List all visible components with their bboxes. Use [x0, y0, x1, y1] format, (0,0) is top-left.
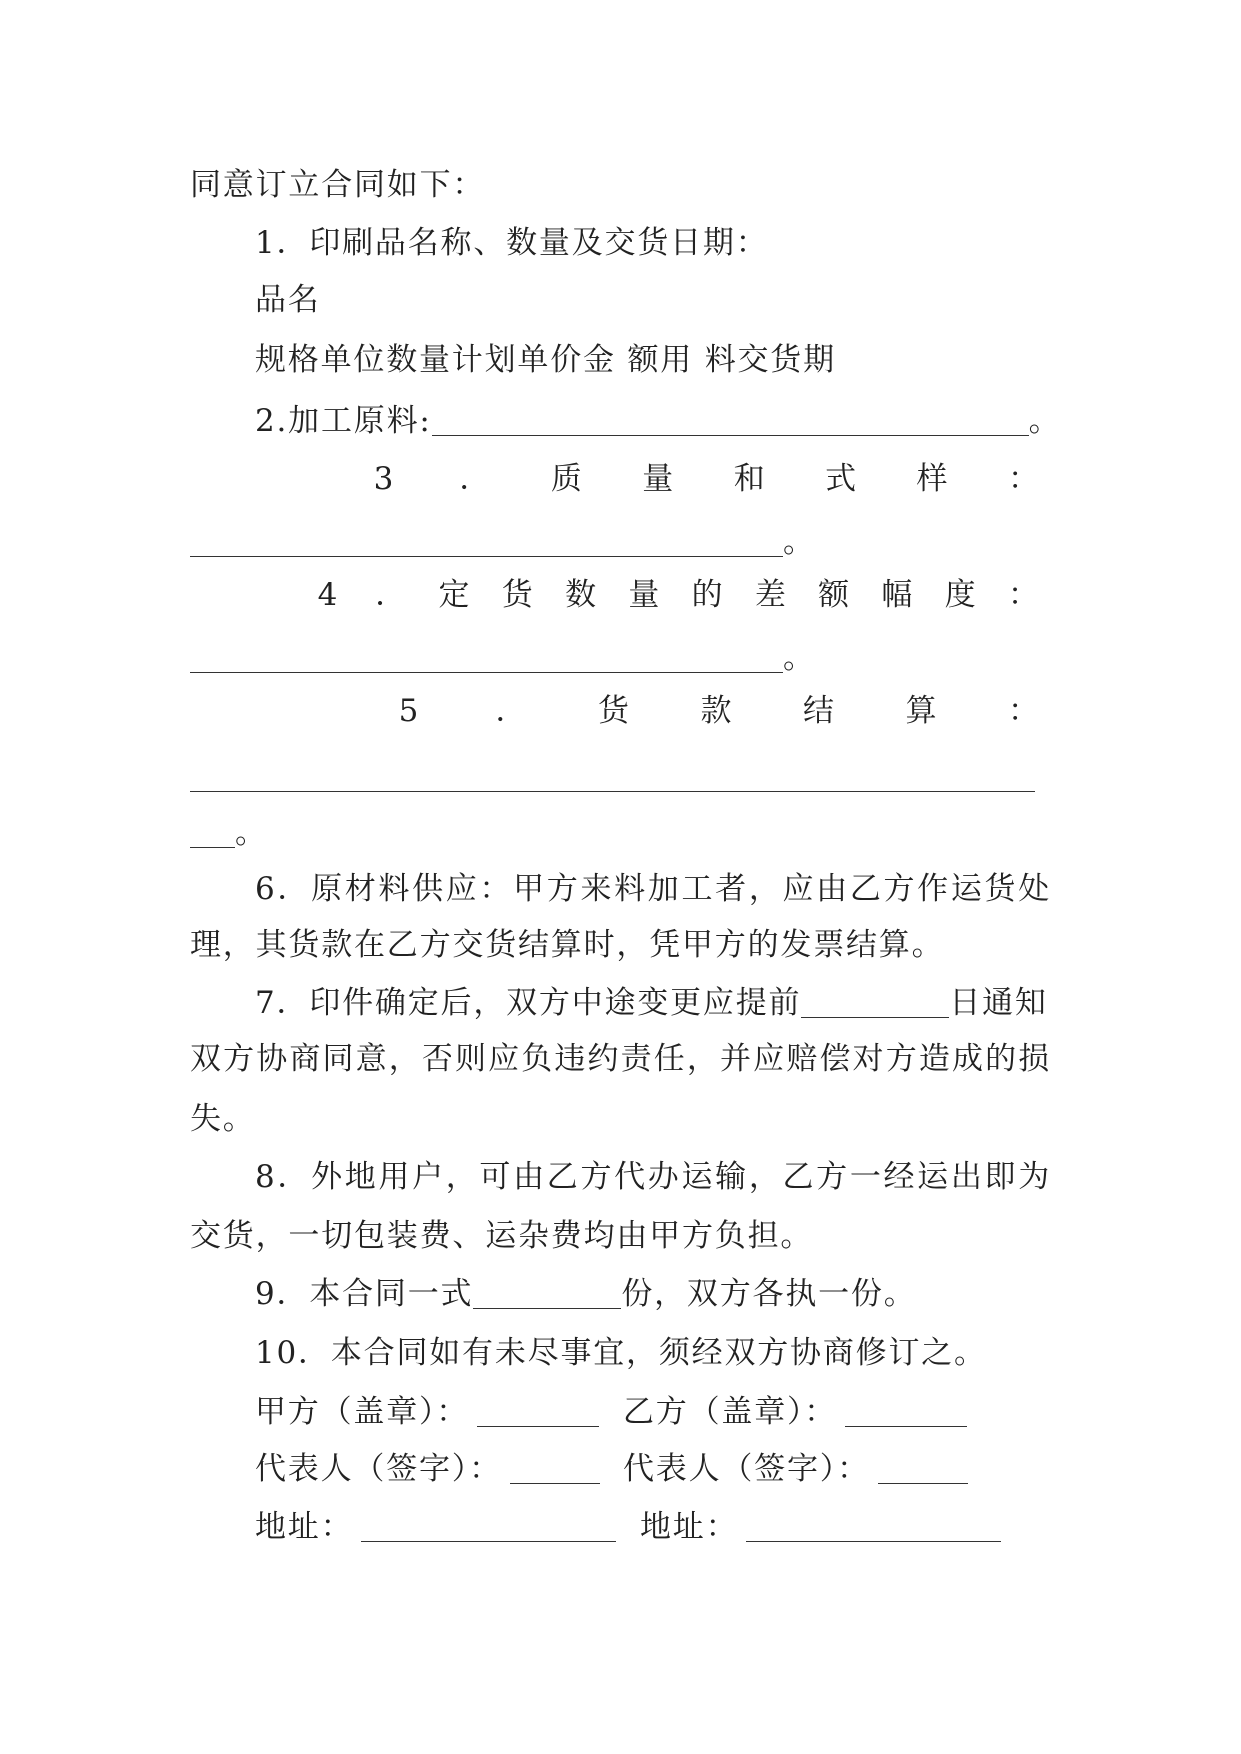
blank-field	[190, 528, 783, 557]
party-b-address	[640, 1507, 1001, 1547]
party-b-seal-label: 乙方（盖章）：	[623, 1394, 838, 1430]
clause-8-line-2: 交货，一切包装费、运杂费均由甲方负担。	[190, 1218, 814, 1254]
spaced-char: 度	[944, 577, 976, 613]
spaced-char: 定	[438, 577, 470, 613]
blank-field	[361, 1513, 616, 1542]
blank-field	[510, 1455, 600, 1484]
clause-5-label	[392, 691, 1040, 731]
spaced-char: 算	[905, 693, 937, 729]
spaced-char: 差	[754, 577, 786, 613]
spaced-char: 和	[733, 461, 765, 497]
period-mark: 。	[1028, 403, 1062, 439]
clause-7-line-3: 失。	[190, 1101, 256, 1137]
clause-3-fill-line	[190, 522, 816, 562]
spaced-char: 货	[501, 577, 533, 613]
contract-intro: 同意订立合同如下：	[190, 167, 486, 203]
product-table-header: 规格单位数量计划单价金 额用 料交货期	[255, 342, 836, 378]
product-name-label: 品名	[255, 282, 321, 318]
spaced-char: 式	[825, 461, 857, 497]
party-a-representative-label: 代表人（签字）：	[255, 1451, 502, 1487]
spaced-char: 幅	[881, 577, 913, 613]
party-a-representative	[255, 1449, 600, 1489]
clause-2	[255, 401, 1061, 441]
spaced-char: ：	[1008, 693, 1039, 729]
clause-7-line-2: 双方协商同意，否则应负违约责任，并应赔偿对方造成的损	[190, 1041, 1051, 1077]
spaced-char: ：	[1007, 461, 1039, 497]
spaced-char: 量	[628, 577, 660, 613]
spaced-char: ：	[1007, 577, 1039, 613]
clause-4-label	[311, 575, 1040, 615]
spaced-char: 量	[642, 461, 674, 497]
signature-row-seal	[0, 1392, 1241, 1432]
party-a-address-label: 地址：	[255, 1509, 354, 1545]
party-a-address	[255, 1507, 616, 1547]
spaced-char: 的	[691, 577, 723, 613]
clause-6-line-1: 6．原材料供应：甲方来料加工者，应由乙方作运货处	[255, 871, 1051, 907]
blank-field	[477, 1398, 599, 1427]
blank-field	[746, 1513, 1001, 1542]
period-mark: 。	[783, 524, 816, 560]
spaced-char: 额	[818, 577, 850, 613]
spaced-char: 5	[398, 693, 419, 729]
period-mark: 。	[235, 815, 268, 851]
clause-1-title: 1．印刷品名称、数量及交货日期：	[255, 225, 769, 261]
spaced-char: 结	[803, 693, 834, 729]
spaced-char: 4	[317, 577, 338, 613]
signature-row-representative	[0, 1449, 1241, 1489]
blank-field	[432, 407, 1029, 436]
clause-4-fill-line	[190, 638, 816, 678]
blank-field	[190, 644, 783, 673]
blank-field	[190, 763, 1035, 792]
party-b-representative	[623, 1449, 968, 1489]
party-b-seal	[623, 1392, 967, 1432]
clause-7-text-before: 7．印件确定后，双方中途变更应提前	[255, 985, 802, 1021]
spaced-char: 质	[550, 461, 582, 497]
clause-10: 10．本合同如有未尽事宜，须经双方协商修订之。	[255, 1335, 987, 1371]
blank-field	[190, 819, 235, 848]
spaced-char: ．	[375, 577, 407, 613]
clause-5-fill-line-end	[190, 813, 268, 853]
spaced-char: 货	[598, 693, 629, 729]
blank-field	[878, 1455, 968, 1484]
clause-9	[255, 1274, 917, 1314]
spaced-char: 款	[700, 693, 732, 729]
party-a-seal	[255, 1392, 599, 1432]
clause-7-text-after: 日通知	[949, 985, 1048, 1021]
spaced-char: 样	[916, 461, 948, 497]
clause-5-fill-line	[190, 757, 1035, 797]
clause-7-line-1	[255, 983, 1048, 1023]
clause-9-text-after: 份，双方各执一份。	[621, 1276, 917, 1312]
signature-row-address	[0, 1507, 1241, 1547]
spaced-char: ．	[495, 693, 527, 729]
spaced-char: 3	[373, 461, 394, 497]
clause-2-label: 2.加工原料:	[255, 403, 432, 439]
party-b-representative-label: 代表人（签字）：	[623, 1451, 870, 1487]
clause-6-line-2: 理，其货款在乙方交货结算时，凭甲方的发票结算。	[190, 927, 945, 963]
clause-9-text-before: 9．本合同一式	[255, 1276, 474, 1312]
period-mark: 。	[783, 640, 816, 676]
party-b-address-label: 地址：	[640, 1509, 739, 1545]
clause-8-line-1: 8．外地用户，可由乙方代办运输，乙方一经运出即为	[255, 1159, 1051, 1195]
clause-3-label	[367, 459, 1040, 499]
party-a-seal-label: 甲方（盖章）：	[255, 1394, 470, 1430]
blank-field	[845, 1398, 967, 1427]
spaced-char: ．	[459, 461, 491, 497]
blank-field	[801, 989, 949, 1018]
blank-field	[473, 1280, 621, 1309]
spaced-char: 数	[565, 577, 597, 613]
